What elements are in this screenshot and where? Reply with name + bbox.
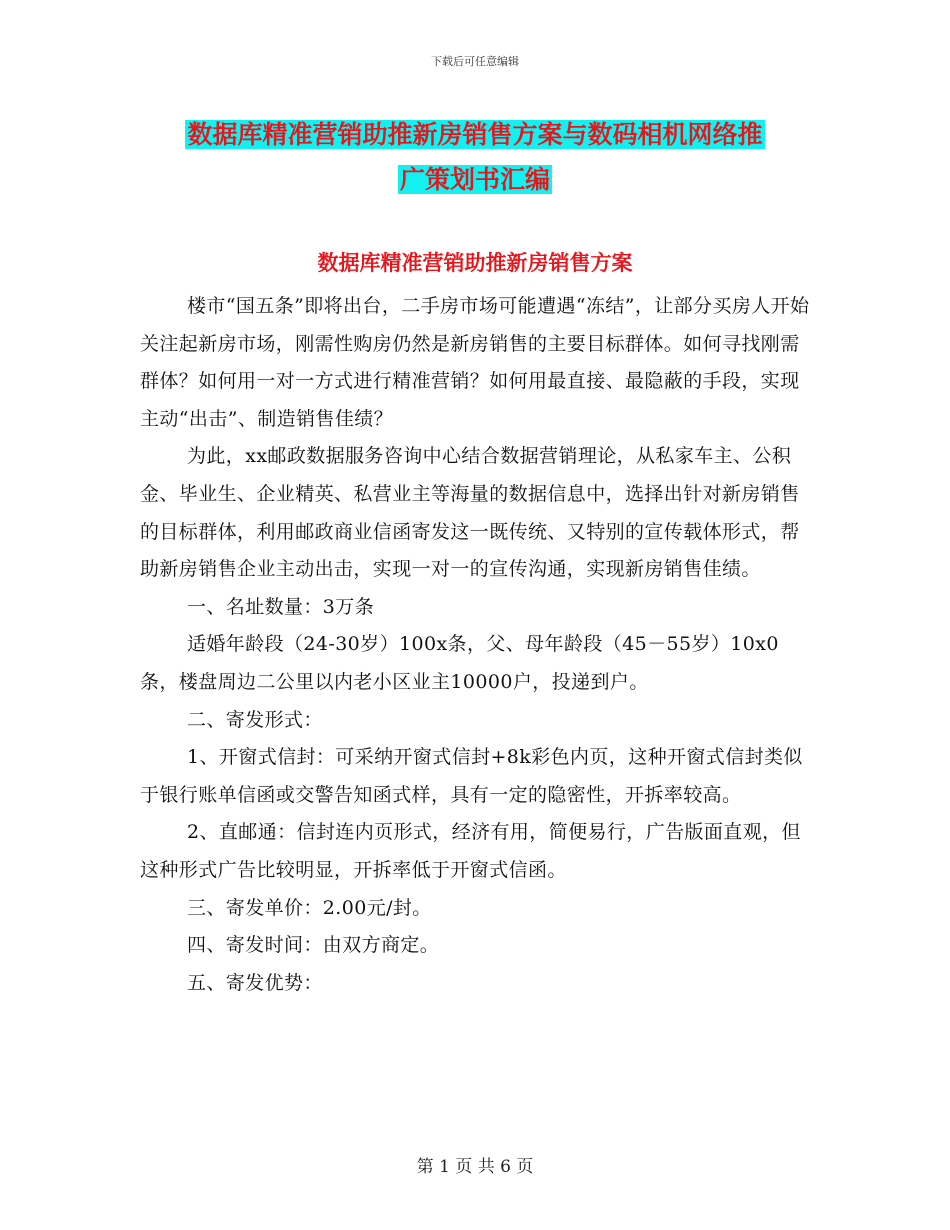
paragraph-approach: 为此，xx邮政数据服务咨询中心结合数据营销理论，从私家车主、公积金、毕业生、企业精英、私营业主等海量的数据信息中，选择出针对新房销售的目标群体，利用邮政商业信函寄发这一既传统、又特别的宣传载体形式，帮助新房销售企业主动出击，实现一对一的宣传沟通，实现新房销售佳绩。 bbox=[140, 445, 800, 581]
header-note: 下载后可任意编辑 bbox=[431, 55, 519, 68]
paragraph-age-groups: 适婚年龄段（24-30岁）100x条，父、母年龄段（45－55岁）10x0条，楼盘周边二公里以内老小区业主10000户，投递到户。 bbox=[140, 633, 779, 693]
document-title-line-1 bbox=[0, 112, 950, 157]
page-footer: 第 1 页 共 6 页 bbox=[416, 1157, 534, 1177]
paragraph-intro: 楼市“国五条”即将出台，二手房市场可能遭遇“冻结”，让部分买房人开始关注起新房市场，刚需性购房仍然是新房销售的主要目标群体。如何寻找刚需群体？如何用一对一方式进行精准营销？如何用最直接、最隐蔽的手段，实现主动“出击”、制造销售佳绩？ bbox=[140, 295, 810, 430]
document-body bbox=[140, 288, 812, 1002]
paragraph-address-count: 一、名址数量：3万条 bbox=[187, 595, 375, 618]
paragraph-window-envelope: 1、开窗式信封：可采纳开窗式信封+8k彩色内页，这种开窗式信封类似于银行账单信函或交警告知函式样，具有一定的隐密性，开拆率较高。 bbox=[140, 746, 803, 806]
paragraph-mail-form: 二、寄发形式： bbox=[187, 708, 323, 731]
paragraph-mail-time: 四、寄发时间：由双方商定。 bbox=[187, 934, 440, 957]
document-title bbox=[0, 112, 950, 202]
document-title-line-2 bbox=[0, 157, 950, 202]
paragraph-unit-price: 三、寄发单价：2.00元/封。 bbox=[187, 896, 432, 919]
paragraph-advantages: 五、寄发优势： bbox=[187, 971, 323, 994]
section-title: 数据库精准营销助推新房销售方案 bbox=[317, 250, 633, 275]
title-highlight-1: 数据库精准营销助推新房销售方案与数码相机网络推 bbox=[187, 120, 763, 149]
title-highlight-2: 广策划书汇编 bbox=[399, 165, 550, 194]
paragraph-direct-mail: 2、直邮通：信封连内页形式，经济有用，简便易行，广告版面直观，但这种形式广告比较明显，开拆率低于开窗式信函。 bbox=[140, 821, 801, 881]
